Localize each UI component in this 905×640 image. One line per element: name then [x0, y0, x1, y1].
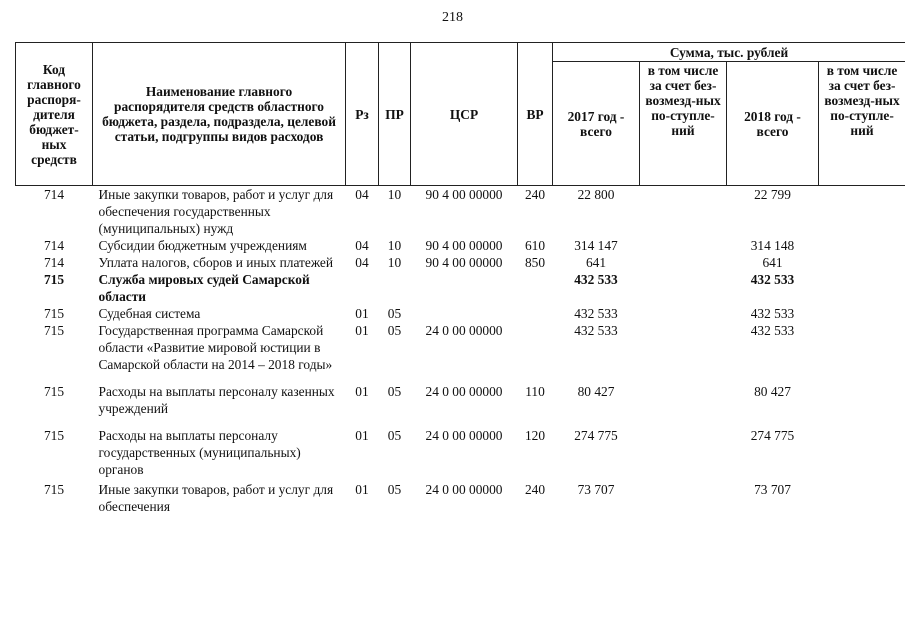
table-row	[16, 373, 905, 417]
cell-sum-2018: 22 799	[754, 187, 791, 202]
cell-sum-2018: 274 775	[750, 428, 795, 443]
cell-vr: 240	[524, 482, 546, 497]
cell-vr: 120	[524, 428, 546, 443]
cell-pr: 05	[387, 323, 402, 338]
cell-sum-2017: 80 427	[577, 384, 615, 399]
cell-name: Государственная программа Самарской области «Развитие мировой юстиции в Самарской области на 2014 – 2018 годы»	[98, 323, 333, 372]
cell-pr: 05	[387, 306, 402, 321]
header-vr: ВР	[518, 43, 553, 186]
budget-table	[15, 42, 905, 515]
table-row	[16, 254, 905, 271]
cell-sum-2018: 432 533	[750, 272, 795, 287]
cell-incl-2018	[819, 186, 905, 238]
cell-incl-2018	[819, 417, 905, 478]
cell-csr: 24 0 00 00000	[425, 384, 503, 399]
cell-incl-2018	[819, 373, 905, 417]
cell-incl-2018	[819, 322, 905, 373]
cell-vr: 850	[524, 255, 546, 270]
cell-vr	[518, 305, 553, 322]
cell-pr: 10	[387, 187, 402, 202]
cell-name: Субсидии бюджетным учреждениям	[98, 238, 307, 253]
header-csr: ЦСР	[411, 43, 518, 186]
cell-sum-2017: 432 533	[574, 272, 618, 287]
cell-rz: 01	[355, 384, 369, 399]
cell-sum-2017: 22 800	[577, 187, 615, 202]
cell-sum-2018: 73 707	[754, 482, 791, 497]
page-number: 218	[442, 10, 463, 25]
header-pr: ПР	[379, 43, 411, 186]
cell-rz: 01	[355, 323, 369, 338]
cell-sum-2018: 80 427	[754, 384, 791, 399]
cell-sum-2017: 641	[585, 255, 607, 270]
header-sum-2017: 2017 год - всего	[553, 62, 640, 186]
table-row-heading	[16, 271, 905, 305]
table-row	[16, 237, 905, 254]
cell-incl-2018	[819, 478, 905, 515]
cell-sum-2018: 432 533	[750, 306, 795, 321]
cell-code: 714	[43, 238, 65, 253]
cell-pr: 05	[387, 384, 402, 399]
cell-incl-2017	[640, 373, 727, 417]
header-incl-2018: в том числе за счет без-возмезд-ных по-ступле-ний	[819, 62, 905, 186]
cell-pr: 10	[387, 238, 402, 253]
table-header	[16, 43, 905, 186]
header-incl-2017: в том числе за счет без-возмезд-ных по-ступле-ний	[640, 62, 727, 186]
table-row	[16, 417, 905, 478]
cell-code: 714	[43, 187, 65, 202]
cell-pr: 05	[387, 428, 402, 443]
cell-sum-2017: 432 533	[574, 323, 618, 338]
table-row	[16, 322, 905, 373]
cell-name: Иные закупки товаров, работ и услуг для обеспечения	[98, 482, 334, 514]
cell-sum-2018: 641	[762, 255, 783, 270]
cell-code: 715	[43, 272, 65, 287]
cell-name: Иные закупки товаров, работ и услуг для обеспечения государственных (муниципальных) нужд	[98, 187, 334, 236]
table-row	[16, 305, 905, 322]
cell-pr	[379, 271, 411, 305]
cell-vr: 610	[524, 238, 546, 253]
table-row	[16, 186, 905, 238]
cell-sum-2018: 432 533	[750, 323, 795, 338]
cell-code: 715	[43, 323, 65, 338]
cell-rz: 01	[355, 482, 369, 497]
cell-rz	[346, 271, 379, 305]
cell-incl-2017	[640, 237, 727, 254]
cell-incl-2018	[819, 271, 905, 305]
cell-incl-2018	[819, 237, 905, 254]
cell-csr: 90 4 00 00000	[425, 255, 503, 270]
cell-pr: 10	[387, 255, 402, 270]
cell-vr	[518, 322, 553, 373]
cell-name: Судебная система	[98, 306, 201, 321]
cell-name: Уплата налогов, сборов и иных платежей	[98, 255, 334, 270]
cell-incl-2018	[819, 305, 905, 322]
header-sum-2018: 2018 год - всего	[727, 62, 819, 186]
cell-csr: 90 4 00 00000	[425, 187, 503, 202]
cell-rz: 04	[355, 255, 369, 270]
cell-sum-2017: 314 147	[574, 238, 618, 253]
cell-name: Расходы на выплаты персоналу казенных учреждений	[98, 384, 335, 416]
cell-incl-2018	[819, 254, 905, 271]
cell-code: 715	[43, 306, 65, 321]
cell-incl-2017	[640, 271, 727, 305]
cell-vr: 240	[524, 187, 546, 202]
cell-csr: 24 0 00 00000	[425, 428, 503, 443]
cell-name: Расходы на выплаты персоналу государственных (муниципальных) органов	[98, 428, 301, 477]
cell-code: 715	[43, 384, 65, 399]
cell-sum-2017: 73 707	[577, 482, 615, 497]
cell-code: 714	[43, 255, 65, 270]
cell-vr	[518, 271, 553, 305]
cell-rz: 04	[355, 187, 369, 202]
cell-incl-2017	[640, 322, 727, 373]
cell-vr: 110	[525, 384, 545, 399]
header-sum: Сумма, тыс. рублей	[553, 43, 905, 62]
cell-sum-2017: 432 533	[574, 306, 618, 321]
cell-name: Служба мировых судей Самарской области	[98, 272, 310, 304]
cell-pr: 05	[387, 482, 402, 497]
cell-csr: 24 0 00 00000	[425, 482, 503, 497]
cell-rz: 04	[355, 238, 369, 253]
header-name: Наименование главного распорядителя средств областного бюджета, раздела, подраздела, целевой статьи, подгруппы видов расходов	[93, 43, 346, 186]
header-code: Код главного распоря-дителя бюджет-ных средств	[16, 43, 93, 186]
cell-incl-2017	[640, 478, 727, 515]
cell-code: 715	[43, 482, 65, 497]
table-body	[16, 186, 905, 516]
cell-incl-2017	[640, 305, 727, 322]
cell-sum-2017: 274 775	[574, 428, 618, 443]
cell-sum-2018: 314 148	[750, 238, 795, 253]
cell-incl-2017	[640, 417, 727, 478]
cell-incl-2017	[640, 254, 727, 271]
cell-rz: 01	[355, 428, 369, 443]
header-rz: Рз	[346, 43, 379, 186]
cell-csr: 90 4 00 00000	[425, 238, 503, 253]
cell-csr	[411, 271, 518, 305]
cell-csr: 24 0 00 00000	[425, 323, 503, 338]
cell-code: 715	[43, 428, 65, 443]
cell-csr	[411, 305, 518, 322]
cell-incl-2017	[640, 186, 727, 238]
table-row	[16, 478, 905, 515]
cell-rz: 01	[355, 306, 369, 321]
